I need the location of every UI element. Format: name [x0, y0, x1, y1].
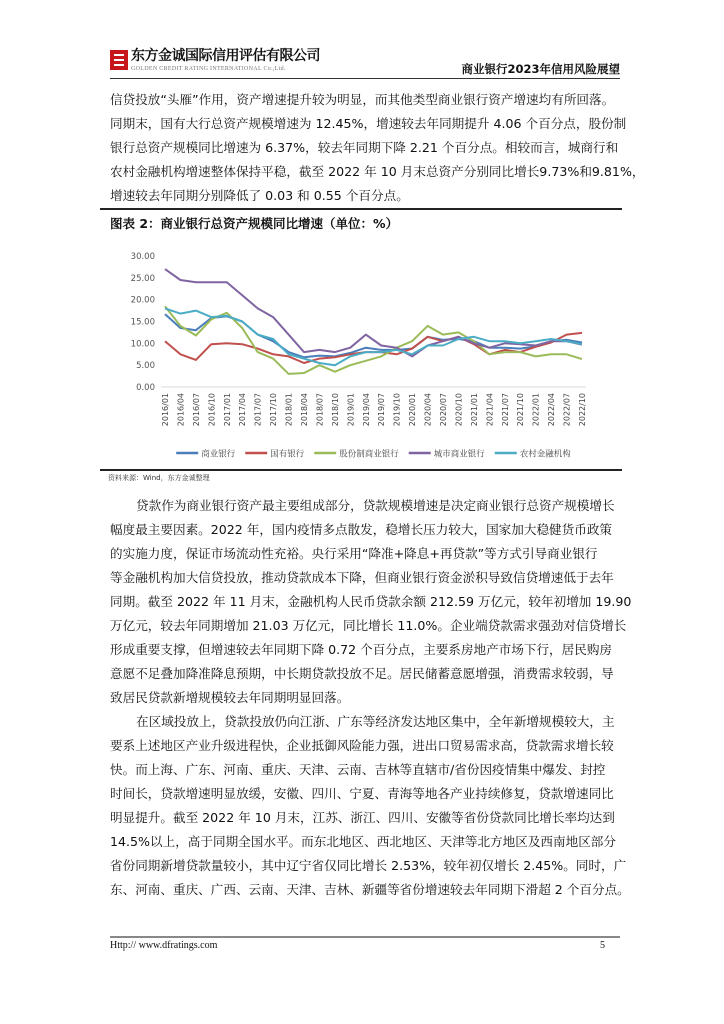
text-line: 在区域投放上，贷款投放仍向江浙、广东等经济发达地区集中，全年新增规模较大，主	[136, 714, 615, 729]
x-tick-label: 2020/04	[423, 393, 433, 427]
company-name-cn: 东方金诚国际信用评估有限公司	[131, 48, 320, 64]
text-line: 的实施力度，保证市场流动性充裕。央行采用“降准+降息+再贷款”等方式引导商业银行	[110, 546, 598, 561]
text-line: 银行总资产规模同比增速为 6.37%，较去年同期下降 2.21 个百分点。相较而言，城商行和	[110, 140, 619, 155]
x-tick-label: 2021/07	[500, 393, 510, 427]
text-line: 万亿元，较去年同期增加 21.03 万亿元，同比增长 11.0%。企业端贷款需求强劲对信贷增长	[110, 618, 627, 633]
x-tick-label: 2018/07	[315, 393, 325, 427]
y-tick-label: 25.00	[130, 273, 155, 284]
x-tick-label: 2016/07	[191, 393, 201, 427]
x-tick-label: 2017/07	[253, 393, 263, 427]
x-tick-label: 2017/01	[222, 393, 232, 427]
legend-label: 国有银行	[270, 449, 305, 460]
company-name-en: GOLDEN CREDIT RATING INTERNATIONAL Co.,Ltd.	[131, 66, 286, 72]
y-tick-label: 20.00	[130, 295, 155, 306]
x-tick-label: 2019/04	[361, 393, 371, 427]
text-line: 信贷投放“头雁”作用，资产增速提升较为明显，而其他类型商业银行资产增速均有所回落。	[110, 92, 615, 107]
x-tick-label: 2016/01	[161, 393, 170, 427]
text-line: 贷款作为商业银行资产最主要组成部分，贷款规模增速是决定商业银行总资产规模增长	[136, 498, 615, 513]
y-tick-label: 0.00	[136, 383, 155, 393]
text-line: 时间长，贷款增速明显放缓，安徽、四川、宁夏、青海等地各产业持续修复，贷款增速同比	[110, 786, 614, 801]
text-line: 同期末，国有大行总资产规模增速为 12.45%，增速较去年同期提升 4.06 个百分点，股份制	[110, 116, 627, 131]
text-line: 增速较去年同期分别降低了 0.03 和 0.55 个百分点。	[110, 188, 409, 203]
x-tick-label: 2020/10	[454, 393, 464, 427]
x-tick-label: 2017/10	[269, 393, 279, 427]
report-title: 商业银行2023年信用风险展望	[461, 62, 620, 76]
x-tick-label: 2020/01	[408, 393, 418, 427]
x-tick-label: 2018/04	[300, 393, 309, 427]
company-logo-icon	[110, 50, 128, 70]
text-line: 等金融机构加大信贷投放，推动贷款成本下降，但商业银行资金淤积导致信贷增速低于去年	[110, 570, 614, 585]
footer-url[interactable]: Http:// www.dfratings.com	[110, 940, 218, 951]
y-tick-label: 15.00	[130, 317, 155, 328]
y-tick-label: 5.00	[136, 361, 155, 372]
text-line: 形成重要支撑，但增速较去年同期下降 0.72 个百分点，主要系房地产市场下行，居民购房	[110, 642, 613, 657]
text-line: 意愿不足叠加降准降息预期，中长期贷款投放不足。居民储蓄意愿增强，消费需求较弱，导	[110, 666, 614, 681]
footer-divider	[110, 936, 620, 938]
x-tick-label: 2022/01	[531, 393, 541, 427]
text-line: 东、河南、重庆、广西、云南、天津、吉林、新疆等省份增速较去年同期下滑超 2 个百分点。	[110, 882, 630, 897]
series-line-0	[165, 314, 582, 357]
x-tick-label: 2022/10	[578, 393, 587, 427]
figure-source: 资料来源：Wind，东方金诚整理	[108, 474, 210, 482]
y-tick-label: 30.00	[130, 252, 155, 262]
x-tick-label: 2019/10	[392, 393, 402, 427]
x-tick-label: 2021/10	[516, 393, 526, 427]
regional-paragraph	[110, 710, 630, 902]
text-line: 14.5%以上，高于同期全国水平。而东北地区、西北地区、天津等北方地区及西南地区部分	[110, 834, 616, 849]
header-divider	[110, 78, 620, 79]
x-tick-label: 2016/10	[207, 393, 217, 427]
line-chart	[100, 240, 600, 470]
x-tick-label: 2019/07	[377, 393, 387, 427]
text-line: 快。而上海、广东、河南、重庆、天津、云南、吉林等直辖市/省份因疫情集中爆发、封控	[110, 762, 606, 777]
x-tick-label: 2019/01	[346, 393, 356, 427]
text-line: 农村金融机构增速整体保持平稳，截至 2022 年 10 月末总资产分别同比增长9.73%和9.81%，	[110, 164, 645, 179]
loan-paragraph	[110, 494, 632, 710]
x-tick-label: 2021/04	[485, 393, 495, 427]
legend-label: 商业银行	[201, 449, 236, 460]
x-tick-label: 2016/04	[176, 393, 186, 427]
text-line: 要系上述地区产业升级进程快，企业抵御风险能力强，进出口贸易需求高，贷款需求增长较	[110, 738, 614, 753]
x-tick-label: 2021/01	[469, 393, 479, 427]
intro-paragraph	[110, 88, 645, 208]
legend-label: 城市商业银行	[433, 449, 485, 460]
x-tick-label: 2018/10	[330, 393, 340, 427]
text-line: 致居民贷款新增规模较去年同期明显回落。	[110, 690, 350, 705]
figure-top-rule	[100, 208, 622, 210]
text-line: 省份同期新增贷款量较小，其中辽宁省仅同比增长 2.53%，较年初仅增长 2.45%。同时，广	[110, 858, 627, 873]
text-line: 幅度最主要因素。2022 年，国内疫情多点散发，稳增长压力较大，国家加大稳健货币政策	[110, 522, 613, 537]
x-tick-label: 2022/04	[547, 393, 557, 427]
x-tick-label: 2018/01	[284, 393, 294, 427]
figure-title: 图表 2：商业银行总资产规模同比增速（单位：%）	[110, 216, 399, 231]
page-number: 5	[600, 940, 605, 951]
text-line: 明显提升。截至 2022 年 10 月末，江苏、浙江、四川、安徽等省份贷款同比增长率均达到	[110, 810, 615, 825]
x-tick-label: 2020/07	[439, 393, 448, 427]
legend-label: 股份制商业银行	[339, 449, 399, 460]
text-line: 同期。截至 2022 年 11 月末，金融机构人民币贷款余额 212.59 万亿元，较年初增加 19.90	[110, 594, 632, 609]
series-line-4	[165, 308, 582, 365]
figure-bottom-rule	[100, 469, 622, 471]
x-tick-label: 2022/07	[562, 393, 572, 427]
x-tick-label: 2017/04	[238, 393, 248, 427]
legend-label: 农村金融机构	[519, 449, 571, 460]
y-tick-label: 10.00	[130, 339, 155, 350]
